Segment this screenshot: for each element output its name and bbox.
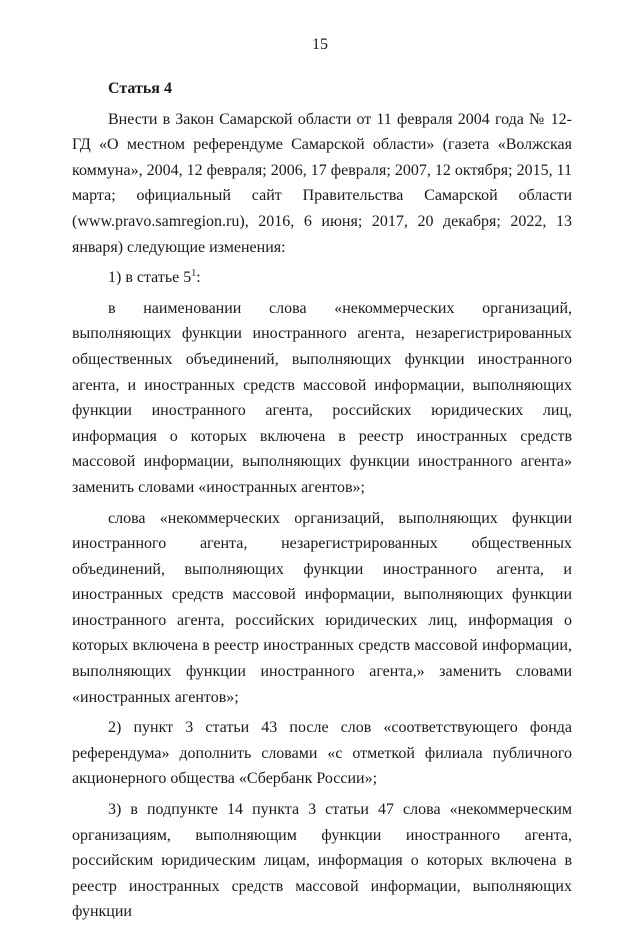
item-2-paragraph: 2) пункт 3 статьи 43 после слов «соответствующего фонда референдума» дополнить словами «с отметкой филиала публичного акционерного общества «Сбербанк России»; xyxy=(72,719,572,788)
item-1-superscript: 1 xyxy=(191,268,197,280)
item-1-words-change-paragraph: слова «некоммерческих организаций, выполняющих функции иностранного агента, незарегистрированных общественных объединений, выполняющих функции иностранного агента, и иностранных средств массовой информации, выполняющих функции иностранного агента, российских юридических лиц, информация о которых включена в реестр иностранных средств массовой информации, выполняющих функции иностранного агента,» заменить словами «иностранных агентов»; xyxy=(72,509,572,706)
item-1-heading xyxy=(72,265,572,291)
item-1-title-change-paragraph: в наименовании слова «некоммерческих организаций, выполняющих функции иностранного агента, незарегистрированных общественных объединений, выполняющих функции иностранного агента, и иностранных средств массовой информации, выполняющих функции иностранного агента, российских юридических лиц, информация о которых включена в реестр иностранных средств массовой информации, выполняющих функции иностранного агента» заменить словами «иностранных агентов»; xyxy=(72,299,572,496)
page-number: 15 xyxy=(312,36,328,53)
item-1-prefix: 1) в статье 5 xyxy=(108,269,192,287)
item-3-paragraph: 3) в подпункте 14 пункта 3 статьи 47 слова «некоммерческим организациям, выполняющим функции иностранного агента, российским юридическим лицам, информация о которых включена в реестр иностранных средств массовой информации, выполняющих функции xyxy=(72,801,572,921)
intro-paragraph: Внести в Закон Самарской области от 11 февраля 2004 года № 12-ГД «О местном референдуме Самарской области» (газета «Волжская коммуна», 2004, 12 февраля; 2006, 17 февраля; 2007, 12 октября; 2015, 11 марта; официальный сайт Правительства Самарской области (www.pravo.samregion.ru), 2016, 6 июня; 2017, 20 декабря; 2022, 13 января) следующие изменения: xyxy=(72,110,572,256)
item-1-suffix: : xyxy=(196,269,201,287)
article-heading: Статья 4 xyxy=(108,80,172,97)
document-body xyxy=(72,76,572,925)
